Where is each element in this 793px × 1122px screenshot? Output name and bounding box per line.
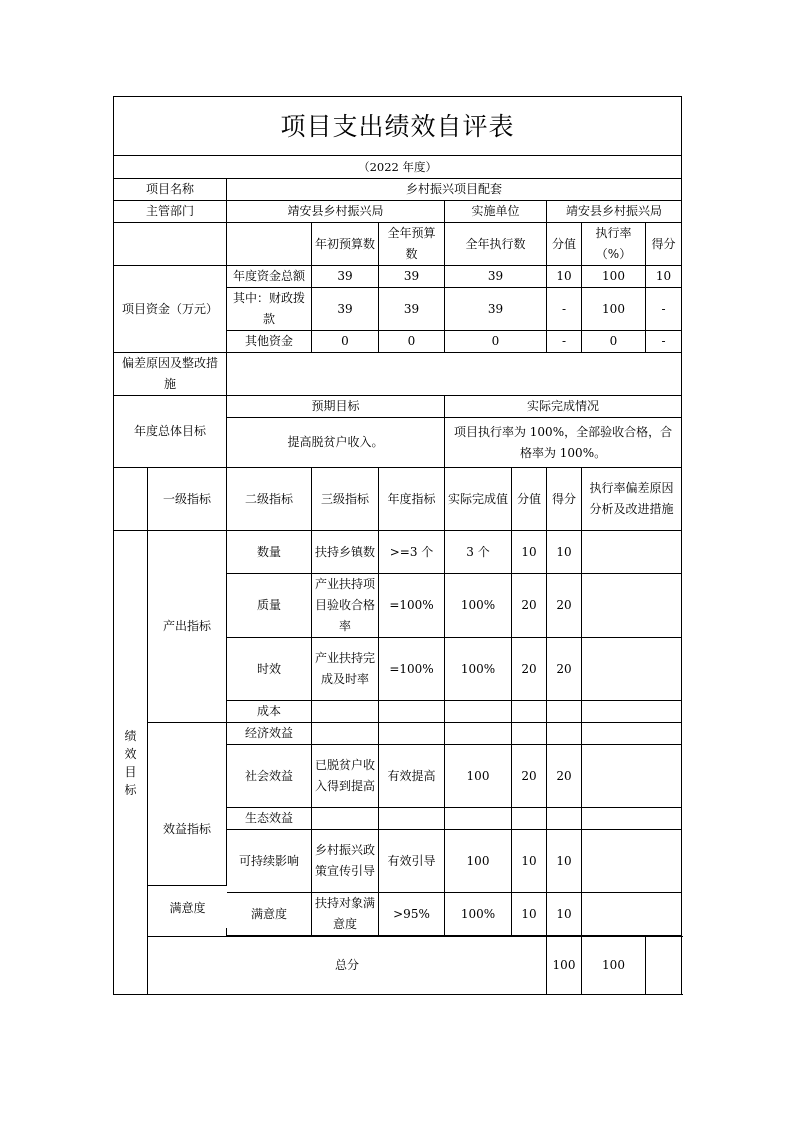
- indicator-actual: 100%: [445, 574, 512, 638]
- indicator-score-value: 20: [512, 745, 547, 808]
- performance-table: [113, 96, 682, 995]
- indicator-actual: 100%: [445, 638, 512, 701]
- indicator-score: [547, 808, 582, 830]
- indicator-l3: 扶持乡镇数: [312, 531, 379, 574]
- total-score-value: 100: [547, 937, 582, 995]
- indicator-actual: 100%: [445, 893, 512, 936]
- indicator-header-blank: [114, 468, 148, 531]
- indicator-analysis: [582, 723, 682, 745]
- indicator-score: 10: [547, 893, 582, 936]
- indicator-analysis: [582, 745, 682, 808]
- funds-header-blank: [114, 223, 227, 266]
- col-full-budget: 全年预算数: [379, 223, 445, 266]
- dept-label: 主管部门: [114, 201, 227, 223]
- indicator-analysis: [582, 808, 682, 830]
- funds-score-value: -: [547, 288, 582, 331]
- indicator-score-value: 10: [512, 531, 547, 574]
- funds-rate: 100: [582, 288, 646, 331]
- funds-full: 39: [379, 288, 445, 331]
- indicator-target: 有效引导: [379, 830, 445, 893]
- indicator-l2: 经济效益: [227, 723, 312, 745]
- funds-initial: 39: [312, 288, 379, 331]
- deviation-value: [227, 353, 682, 396]
- satisfaction-l1-overlay: 满意度: [148, 885, 227, 928]
- expected-target-text: 提高脱贫户收入。: [227, 418, 445, 468]
- indicator-score-value: 20: [512, 638, 547, 701]
- indicator-analysis: [582, 531, 682, 574]
- indicator-l3: 已脱贫户收入得到提高: [312, 745, 379, 808]
- indicator-score: 20: [547, 574, 582, 638]
- indicator-l2: 社会效益: [227, 745, 312, 808]
- indicator-target: >95%: [379, 893, 445, 936]
- report-year: （2022 年度）: [114, 156, 682, 179]
- actual-completion-text: 项目执行率为 100%，全部验收合格，合格率为 100%。: [445, 418, 682, 468]
- indicator-actual: [445, 723, 512, 745]
- indicator-score-value: [512, 723, 547, 745]
- indicator-l2: 满意度: [227, 893, 312, 936]
- funds-score-value: -: [547, 331, 582, 353]
- indicator-target: >=3 个: [379, 531, 445, 574]
- impl-unit-label: 实施单位: [445, 201, 547, 223]
- indicator-actual: 3 个: [445, 531, 512, 574]
- indicator-l3: 产业扶持项目验收合格率: [312, 574, 379, 638]
- indicator-target: 有效提高: [379, 745, 445, 808]
- indicator-target: =100%: [379, 574, 445, 638]
- indicator-l3: [312, 723, 379, 745]
- indicator-l3: [312, 808, 379, 830]
- indicator-score-value: 20: [512, 574, 547, 638]
- indicator-score-value: 10: [512, 893, 547, 936]
- funds-score: 10: [646, 266, 682, 288]
- indicator-score-value: 10: [512, 830, 547, 893]
- indicator-score: 10: [547, 531, 582, 574]
- funds-score-value: 10: [547, 266, 582, 288]
- h-annual-index: 年度指标: [379, 468, 445, 531]
- indicator-l2: 质量: [227, 574, 312, 638]
- indicator-l3: 产业扶持完成及时率: [312, 638, 379, 701]
- page-title: 项目支出绩效自评表: [114, 97, 682, 156]
- perf-target-label: 绩效目标: [114, 531, 148, 995]
- project-name-value: 乡村振兴项目配套: [227, 179, 682, 201]
- indicator-l2: 生态效益: [227, 808, 312, 830]
- funds-exec: 39: [445, 266, 547, 288]
- indicator-l2: 数量: [227, 531, 312, 574]
- funds-exec: 0: [445, 331, 547, 353]
- total-score: 100: [582, 937, 646, 995]
- funds-full: 39: [379, 266, 445, 288]
- indicator-score: 20: [547, 638, 582, 701]
- total-analysis: [646, 937, 682, 995]
- indicator-l2: 时效: [227, 638, 312, 701]
- project-name-label: 项目名称: [114, 179, 227, 201]
- col-full-exec: 全年执行数: [445, 223, 547, 266]
- indicator-l3: 乡村振兴政策宣传引导: [312, 830, 379, 893]
- indicator-l2: 可持续影响: [227, 830, 312, 893]
- funds-rate: 0: [582, 331, 646, 353]
- funds-score: -: [646, 288, 682, 331]
- indicator-actual: 100: [445, 830, 512, 893]
- indicator-score: [547, 701, 582, 723]
- col-score: 得分: [646, 223, 682, 266]
- indicator-analysis: [582, 574, 682, 638]
- funds-score: -: [646, 331, 682, 353]
- funds-header-blank-2: [227, 223, 312, 266]
- indicator-score-value: [512, 808, 547, 830]
- indicator-actual: [445, 701, 512, 723]
- h-level3: 三级指标: [312, 468, 379, 531]
- deviation-label: 偏差原因及整改措施: [114, 353, 227, 396]
- funds-row-label: 其中：财政拨款: [227, 288, 312, 331]
- indicator-score: 20: [547, 745, 582, 808]
- indicator-analysis: [582, 830, 682, 893]
- indicator-score: [547, 723, 582, 745]
- h-score: 得分: [547, 468, 582, 531]
- indicator-score: 10: [547, 830, 582, 893]
- col-exec-rate: 执行率（%）: [582, 223, 646, 266]
- actual-completion-header: 实际完成情况: [445, 396, 682, 418]
- indicator-score-value: [512, 701, 547, 723]
- indicator-target: [379, 808, 445, 830]
- col-initial-budget: 年初预算数: [312, 223, 379, 266]
- indicator-analysis: [582, 701, 682, 723]
- benefit-indicator-label: 效益指标: [148, 723, 227, 937]
- h-level2: 二级指标: [227, 468, 312, 531]
- indicator-analysis: [582, 638, 682, 701]
- indicator-actual: 100: [445, 745, 512, 808]
- output-indicator-label: 产出指标: [148, 531, 227, 723]
- h-level1: 一级指标: [148, 468, 227, 531]
- funds-row-label: 年度资金总额: [227, 266, 312, 288]
- indicator-target: [379, 701, 445, 723]
- funds-label: 项目资金（万元）: [114, 266, 227, 353]
- col-score-value: 分值: [547, 223, 582, 266]
- funds-initial: 0: [312, 331, 379, 353]
- h-actual-value: 实际完成值: [445, 468, 512, 531]
- h-analysis: 执行率偏差原因分析及改进措施: [582, 468, 682, 531]
- funds-exec: 39: [445, 288, 547, 331]
- indicator-l2: 成本: [227, 701, 312, 723]
- indicator-actual: [445, 808, 512, 830]
- funds-initial: 39: [312, 266, 379, 288]
- dept-value: 靖安县乡村振兴局: [227, 201, 445, 223]
- expected-target-header: 预期目标: [227, 396, 445, 418]
- indicator-l3: 扶持对象满意度: [312, 893, 379, 936]
- annual-target-label: 年度总体目标: [114, 396, 227, 468]
- h-score-value: 分值: [512, 468, 547, 531]
- indicator-analysis: [582, 893, 682, 936]
- total-label: 总分: [148, 937, 547, 995]
- funds-rate: 100: [582, 266, 646, 288]
- indicator-target: [379, 723, 445, 745]
- indicator-target: =100%: [379, 638, 445, 701]
- funds-row-label: 其他资金: [227, 331, 312, 353]
- indicator-l3: [312, 701, 379, 723]
- funds-full: 0: [379, 331, 445, 353]
- impl-unit-value: 靖安县乡村振兴局: [547, 201, 682, 223]
